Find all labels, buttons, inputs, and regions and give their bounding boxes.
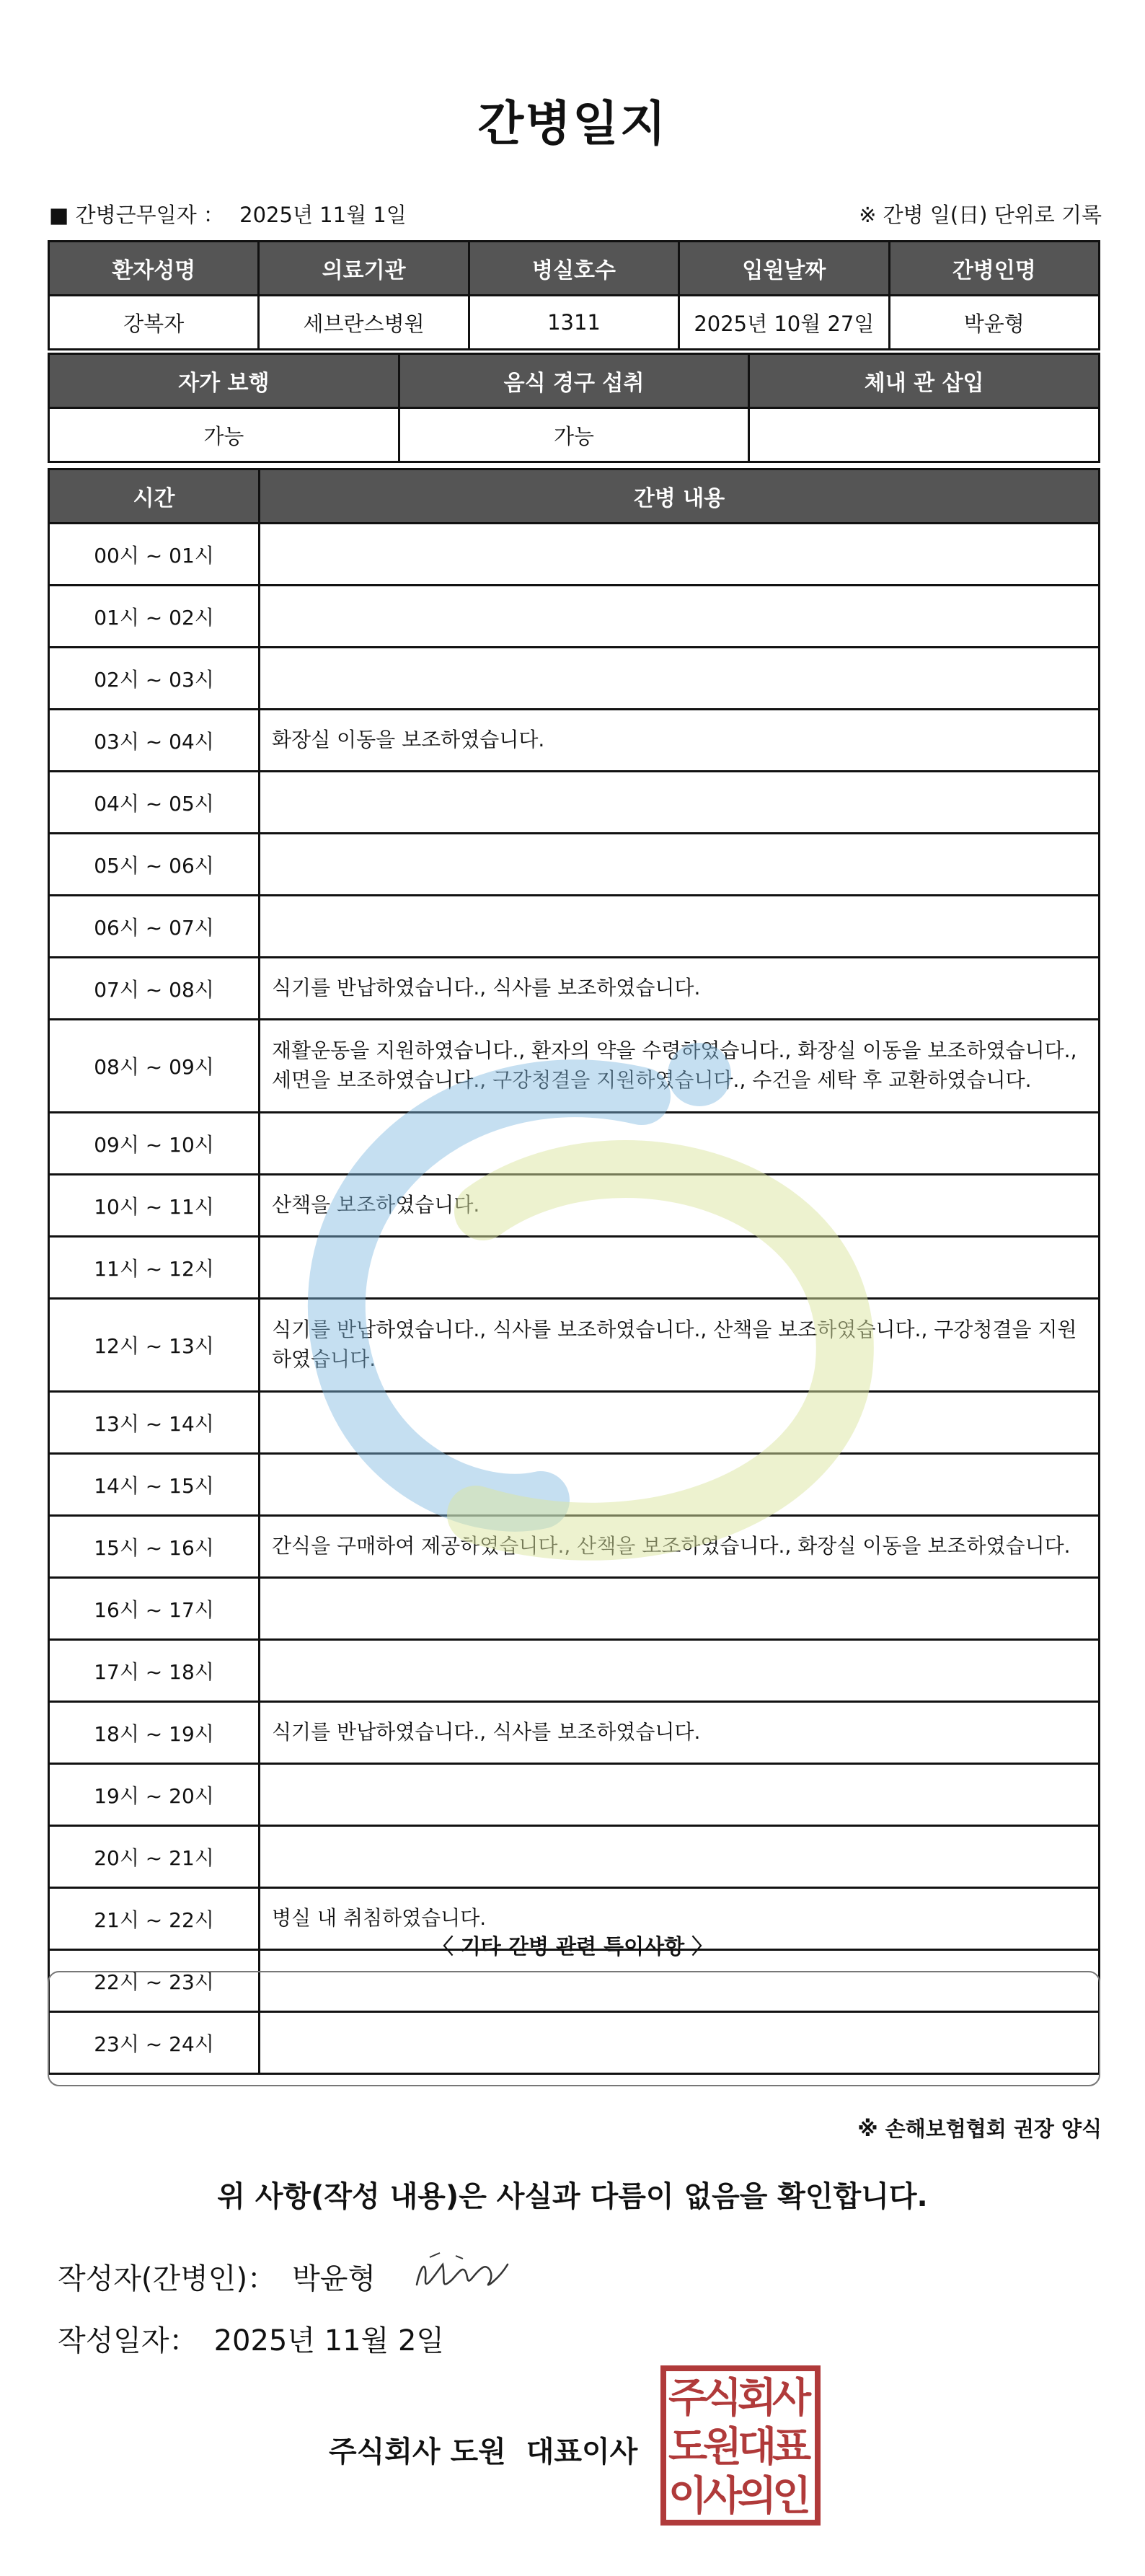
notes-box	[48, 1971, 1100, 2086]
writer-line	[58, 2256, 376, 2297]
time-cell: 20시 ~ 21시	[49, 1826, 260, 1888]
time-cell: 10시 ~ 11시	[49, 1175, 260, 1237]
table-row	[49, 896, 1100, 958]
content-cell	[260, 1578, 1100, 1640]
time-cell: 05시 ~ 06시	[49, 834, 260, 896]
status-table	[48, 353, 1100, 463]
content-cell	[260, 1237, 1100, 1299]
date-value: 2025년 11월 2일	[213, 2324, 445, 2357]
content-cell	[260, 586, 1100, 648]
header-caregiver-name: 간병인명	[889, 242, 1099, 296]
svg-text:표: 표	[772, 2424, 812, 2471]
time-cell: 14시 ~ 15시	[49, 1454, 260, 1516]
content-cell: 식기를 반납하였습니다., 식사를 보조하였습니다., 산책을 보조하였습니다., 구강청결을 지원하였습니다.	[260, 1299, 1100, 1392]
header-tube-insertion: 체내 관 삽입	[749, 354, 1100, 408]
table-row	[49, 1454, 1100, 1516]
header-hospital: 의료기관	[259, 242, 469, 296]
self-walking: 가능	[49, 408, 399, 462]
time-cell: 17시 ~ 18시	[49, 1640, 260, 1702]
table-row	[49, 586, 1100, 648]
table-row	[49, 1020, 1100, 1113]
table-row	[49, 1392, 1100, 1454]
care-log-table	[48, 468, 1100, 2075]
signature-image	[408, 2243, 516, 2308]
content-cell: 재활운동을 지원하였습니다., 환자의 약을 수령하였습니다., 화장실 이동을 보조하였습니다., 세면을 보조하였습니다., 구강청결을 지원하였습니다., 수건을 세탁 후 교환하였습니다.	[260, 1020, 1100, 1113]
header-patient-name: 환자성명	[49, 242, 259, 296]
table-row	[49, 1299, 1100, 1392]
header-oral-intake: 음식 경구 섭취	[399, 354, 749, 408]
header-self-walking: 자가 보행	[49, 354, 399, 408]
document-title: 간병일지	[477, 96, 668, 151]
patient-info-header-row	[49, 242, 1100, 296]
table-row	[49, 524, 1100, 586]
status-header-row	[49, 354, 1100, 408]
table-row	[49, 958, 1100, 1020]
svg-text:회: 회	[737, 2375, 777, 2422]
svg-text:주: 주	[668, 2375, 708, 2422]
header-time: 시간	[49, 469, 260, 524]
svg-text:원: 원	[702, 2424, 743, 2471]
svg-text:사: 사	[702, 2473, 743, 2520]
svg-text:식: 식	[702, 2375, 743, 2422]
time-cell: 03시 ~ 04시	[49, 710, 260, 772]
time-cell: 07시 ~ 08시	[49, 958, 260, 1020]
time-cell: 04시 ~ 05시	[49, 772, 260, 834]
content-cell	[260, 524, 1100, 586]
content-cell	[260, 1640, 1100, 1702]
table-row	[49, 1113, 1100, 1175]
content-cell	[260, 1764, 1100, 1826]
content-cell: 간식을 구매하여 제공하였습니다., 산책을 보조하였습니다., 화장실 이동을 보조하였습니다.	[260, 1516, 1100, 1578]
patient-name: 강복자	[49, 296, 259, 350]
content-cell	[260, 772, 1100, 834]
care-log-header-row	[49, 469, 1100, 524]
time-cell: 19시 ~ 20시	[49, 1764, 260, 1826]
time-cell: 16시 ~ 17시	[49, 1578, 260, 1640]
content-cell: 식기를 반납하였습니다., 식사를 보조하였습니다.	[260, 958, 1100, 1020]
content-cell	[260, 834, 1100, 896]
writer-label: 작성자(간병인)：	[58, 2262, 277, 2295]
table-row	[49, 1640, 1100, 1702]
table-row	[49, 710, 1100, 772]
table-row	[49, 1237, 1100, 1299]
svg-text:이: 이	[668, 2473, 708, 2520]
time-cell: 15시 ~ 16시	[49, 1516, 260, 1578]
work-date-value: 2025년 11월 1일	[239, 203, 407, 227]
header-care-content: 간병 내용	[260, 469, 1100, 524]
admission-date: 2025년 10월 27일	[679, 296, 889, 350]
time-cell: 09시 ~ 10시	[49, 1113, 260, 1175]
caregiver-name: 박윤형	[889, 296, 1099, 350]
recommend-note: ※ 손해보험협회 권장 양식	[857, 2117, 1102, 2141]
content-cell: 화장실 이동을 보조하였습니다.	[260, 710, 1100, 772]
table-row	[49, 1764, 1100, 1826]
svg-text:사: 사	[772, 2375, 812, 2422]
patient-info-value-row	[49, 296, 1100, 350]
tube-insertion	[749, 408, 1100, 462]
table-row	[49, 648, 1100, 710]
company-name: 주식회사 도원	[329, 2435, 506, 2469]
time-cell: 23시 ~ 24시	[49, 2012, 260, 2074]
time-cell: 18시 ~ 19시	[49, 1702, 260, 1764]
written-date-line	[58, 2318, 444, 2359]
time-cell: 12시 ~ 13시	[49, 1299, 260, 1392]
svg-text:의: 의	[737, 2473, 777, 2520]
confirmation-statement: 위 사항(작성 내용)은 사실과 다름이 없음을 확인합니다.	[217, 2180, 928, 2213]
writer-name: 박윤형	[292, 2262, 376, 2295]
record-note: ※ 간병 일(日) 단위로 기록	[859, 203, 1102, 227]
work-date	[49, 199, 407, 229]
table-row	[49, 1175, 1100, 1237]
status-value-row	[49, 408, 1100, 462]
content-cell: 병실 내 취침하였습니다.	[260, 1888, 1100, 1950]
content-cell	[260, 648, 1100, 710]
company-seal	[659, 2364, 822, 2527]
svg-text:도: 도	[668, 2424, 708, 2471]
table-row	[49, 1578, 1100, 1640]
content-cell	[260, 896, 1100, 958]
work-date-label: ■ 간병근무일자 ：	[49, 203, 224, 227]
table-row	[49, 1702, 1100, 1764]
time-cell: 13시 ~ 14시	[49, 1392, 260, 1454]
content-cell: 식기를 반납하였습니다., 식사를 보조하였습니다.	[260, 1702, 1100, 1764]
table-row	[49, 834, 1100, 896]
content-cell	[260, 1826, 1100, 1888]
time-cell: 21시 ~ 22시	[49, 1888, 260, 1950]
content-cell	[260, 1392, 1100, 1454]
time-cell: 01시 ~ 02시	[49, 586, 260, 648]
content-cell	[260, 1113, 1100, 1175]
room-number: 1311	[469, 296, 678, 350]
time-cell: 11시 ~ 12시	[49, 1237, 260, 1299]
content-cell	[260, 1454, 1100, 1516]
header-admission-date: 입원날짜	[679, 242, 889, 296]
hospital: 세브란스병원	[259, 296, 469, 350]
oral-intake: 가능	[399, 408, 749, 462]
time-cell: 08시 ~ 09시	[49, 1020, 260, 1113]
svg-text:대: 대	[737, 2424, 777, 2471]
table-row	[49, 1826, 1100, 1888]
time-cell: 22시 ~ 23시	[49, 1950, 260, 2012]
patient-info-table	[48, 240, 1100, 350]
time-cell: 00시 ~ 01시	[49, 524, 260, 586]
representative-title: 대표이사	[526, 2435, 638, 2469]
time-cell: 02시 ~ 03시	[49, 648, 260, 710]
table-row	[49, 772, 1100, 834]
time-cell: 06시 ~ 07시	[49, 896, 260, 958]
header-room-number: 병실호수	[469, 242, 678, 296]
company-line	[329, 2429, 637, 2470]
date-label: 작성일자：	[58, 2324, 198, 2357]
notes-title: 〈 기타 간병 관련 특이사항 〉	[432, 1934, 713, 1959]
content-cell: 산책을 보조하였습니다.	[260, 1175, 1100, 1237]
svg-text:인: 인	[772, 2473, 812, 2520]
table-row	[49, 1516, 1100, 1578]
